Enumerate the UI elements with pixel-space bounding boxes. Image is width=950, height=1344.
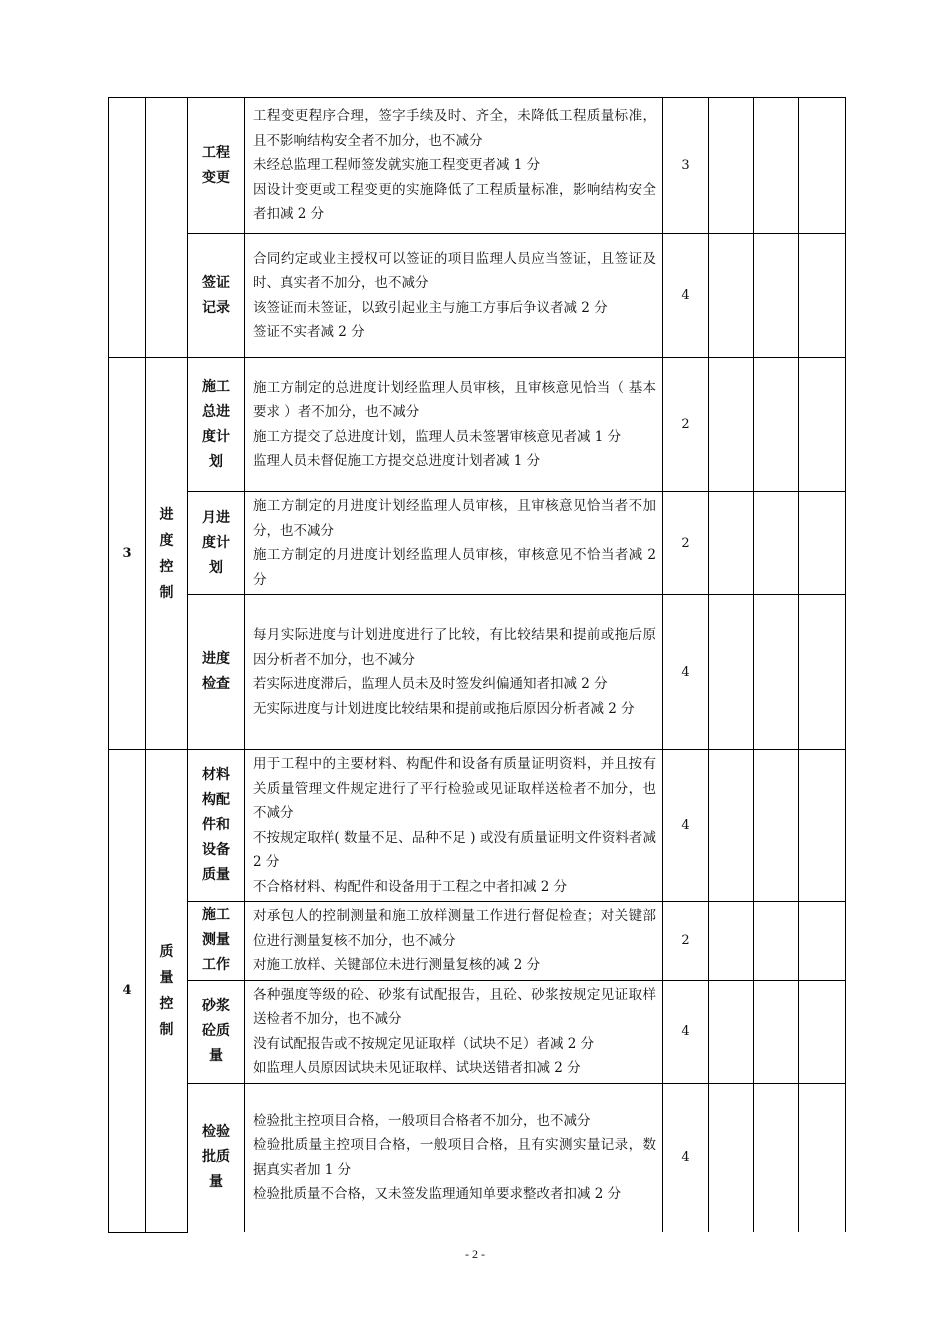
blank-cell xyxy=(799,234,846,358)
blank-cell xyxy=(709,358,754,492)
blank-cell xyxy=(709,234,754,358)
table-row xyxy=(109,1083,846,1232)
blank-cell xyxy=(709,750,754,902)
blank-cell xyxy=(754,98,799,234)
blank-cell xyxy=(754,1083,799,1232)
group-category-cell xyxy=(146,98,188,358)
blank-cell xyxy=(799,358,846,492)
group-number: 4 xyxy=(109,750,146,1233)
evaluation-table xyxy=(108,97,846,1233)
blank-cell xyxy=(709,980,754,1083)
blank-cell xyxy=(799,98,846,234)
sub-item-cell: 工程 变更 xyxy=(188,98,245,234)
criteria-cell: 工程变更程序合理，签字手续及时、齐全，未降低工程质量标准，且不影响结构安全者不加分，也不减分 未经总监理工程师签发就实施工程变更者减 1 分 因设计变更或工程变更的实施降低了工程质量标准，影响结构安全者扣减 2 分 xyxy=(245,98,663,234)
page-number: - 2 - xyxy=(465,1247,485,1261)
blank-cell xyxy=(799,902,846,981)
table-row xyxy=(109,750,846,902)
score-cell: 4 xyxy=(663,234,709,358)
blank-cell xyxy=(709,902,754,981)
blank-cell xyxy=(709,98,754,234)
table-row xyxy=(109,492,846,595)
score-cell: 3 xyxy=(663,98,709,234)
blank-cell xyxy=(799,980,846,1083)
table-row xyxy=(109,358,846,492)
score-cell: 4 xyxy=(663,595,709,750)
blank-cell xyxy=(709,595,754,750)
criteria-cell: 施工方制定的总进度计划经监理人员审核，且审核意见恰当（ 基本要求 ）者不加分，也不减分 施工方提交了总进度计划，监理人员未签署审核意见者减 1 分 监理人员未督促施工方提交总进度计划者减 1 分 xyxy=(245,358,663,492)
blank-cell xyxy=(799,492,846,595)
criteria-cell: 施工方制定的月进度计划经监理人员审核，且审核意见恰当者不加分，也不减分 施工方制定的月进度计划经监理人员审核，审核意见不恰当者减 2 分 xyxy=(245,492,663,595)
criteria-cell: 合同约定或业主授权可以签证的项目监理人员应当签证，且签证及时、真实者不加分，也不减分 该签证而未签证，以致引起业主与施工方事后争议者减 2 分 签证不实者减 2 分 xyxy=(245,234,663,358)
blank-cell xyxy=(799,1083,846,1232)
table-row xyxy=(109,902,846,981)
blank-cell xyxy=(754,234,799,358)
group-number-cell xyxy=(109,98,146,358)
blank-cell xyxy=(754,492,799,595)
score-cell: 4 xyxy=(663,1083,709,1232)
score-cell: 2 xyxy=(663,358,709,492)
group-number: 3 xyxy=(109,358,146,750)
sub-item-cell: 施工 测量 工作 xyxy=(188,902,245,981)
sub-item-cell: 进度 检查 xyxy=(188,595,245,750)
criteria-cell: 用于工程中的主要材料、构配件和设备有质量证明资料，并且按有关质量管理文件规定进行了平行检验或见证取样送检者不加分，也不减分 不按规定取样( 数量不足、品种不足 ) 或没有质量证明文件资料者减 2 分 不合格材料、构配件和设备用于工程之中者扣减 2 分 xyxy=(245,750,663,902)
criteria-cell: 对承包人的控制测量和施工放样测量工作进行督促检查；对关键部位进行测量复核不加分，也不减分 对施工放样、关键部位未进行测量复核的减 2 分 xyxy=(245,902,663,981)
blank-cell xyxy=(799,750,846,902)
score-cell: 4 xyxy=(663,980,709,1083)
blank-cell xyxy=(754,595,799,750)
blank-cell xyxy=(754,358,799,492)
sub-item-cell: 月进 度计 划 xyxy=(188,492,245,595)
criteria-cell: 各种强度等级的砼、砂浆有试配报告，且砼、砂浆按规定见证取样送检者不加分，也不减分 没有试配报告或不按规定见证取样（试块不足）者减 2 分 如监理人员原因试块未见证取样、试块送错者扣减 2 分 xyxy=(245,980,663,1083)
sub-item-cell: 施工 总进 度计 划 xyxy=(188,358,245,492)
group-category: 质 量 控 制 xyxy=(146,750,188,1233)
sub-item-cell: 材料 构配 件和 设备 质量 xyxy=(188,750,245,902)
sub-item-cell: 砂浆 砼质 量 xyxy=(188,980,245,1083)
criteria-cell: 每月实际进度与计划进度进行了比较，有比较结果和提前或拖后原因分析者不加分，也不减分 若实际进度滞后，监理人员未及时签发纠偏通知者扣减 2 分 无实际进度与计划进度比较结果和提前或拖后原因分析者减 2 分 xyxy=(245,595,663,750)
blank-cell xyxy=(709,492,754,595)
blank-cell xyxy=(754,902,799,981)
table-row xyxy=(109,595,846,750)
blank-cell xyxy=(754,980,799,1083)
score-cell: 4 xyxy=(663,750,709,902)
score-cell: 2 xyxy=(663,902,709,981)
table-row xyxy=(109,234,846,358)
sub-item-cell: 检验 批质 量 xyxy=(188,1083,245,1232)
table-row xyxy=(109,98,846,234)
score-cell: 2 xyxy=(663,492,709,595)
blank-cell xyxy=(799,595,846,750)
blank-cell xyxy=(754,750,799,902)
group-category: 进 度 控 制 xyxy=(146,358,188,750)
criteria-cell: 检验批主控项目合格，一般项目合格者不加分，也不减分 检验批质量主控项目合格，一般项目合格，且有实测实量记录，数据真实者加 1 分 检验批质量不合格，又未签发监理通知单要求整改者扣减 2 分 xyxy=(245,1083,663,1232)
blank-cell xyxy=(709,1083,754,1232)
sub-item-cell: 签证 记录 xyxy=(188,234,245,358)
table-row xyxy=(109,980,846,1083)
